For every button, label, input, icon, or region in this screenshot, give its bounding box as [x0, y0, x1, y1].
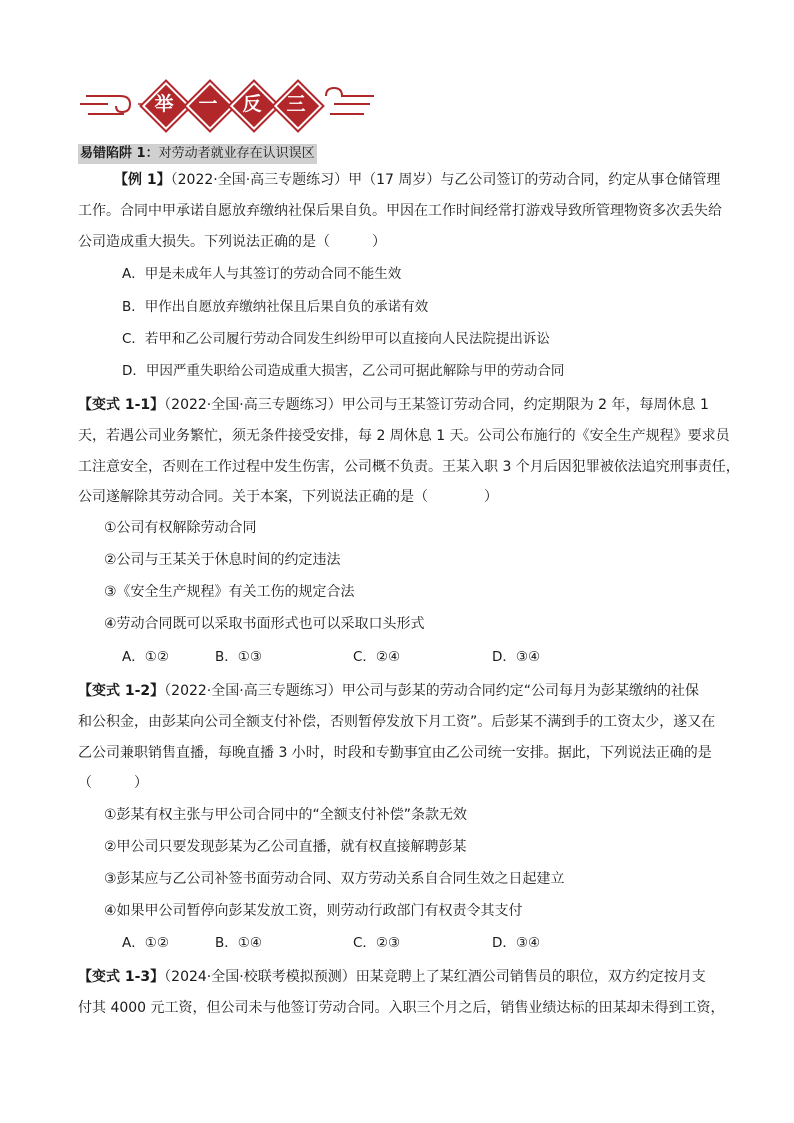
- variant-1-2-line: 乙公司兼职销售直播，每晚直播 3 小时，时段和专勤事宜由乙公司统一安排。据此，下列说法正确的是: [78, 745, 712, 761]
- example-1-option-a: A．甲是未成年人与其签订的劳动合同不能生效: [122, 266, 402, 282]
- variant-1-1-choice-d: D．③④: [492, 649, 541, 665]
- variant-1-1-item: ①公司有权解除劳动合同: [104, 520, 257, 536]
- variant-1-1-choice-b: B．①③: [215, 649, 262, 665]
- example-1-line: 工作。合同中甲承诺自愿放弃缴纳社保后果自负。甲因在工作时间经常打游戏导致所管理物资多次丢失给: [78, 203, 722, 219]
- variant-1-2-choice-a: A．①②: [122, 935, 169, 951]
- variant-1-3-line: 付其 4000 元工资，但公司未与他签订劳动合同。入职三个月之后，销售业绩达标的田某却未得到工资，: [78, 1000, 725, 1016]
- variant-1-2-item: ④如果甲公司暂停向彭某发放工资，则劳动行政部门有权责令其支付: [104, 903, 523, 919]
- example-1-line: 公司造成重大损失。下列说法正确的是（ ）: [78, 234, 386, 250]
- variant-1-1-item: ③《安全生产规程》有关工伤的规定合法: [104, 584, 355, 600]
- variant-1-1-tag: 【变式 1-1】: [78, 397, 165, 413]
- trap-label: 易错陷阱 1：: [80, 146, 159, 161]
- variant-1-2-line: 和公积金，由彭某向公司全额支付补偿，否则暂停发放下月工资”。后彭某不满到手的工资太少，遂又在: [78, 714, 716, 730]
- example-1-option-b: B．甲作出自愿放弃缴纳社保且后果自负的承诺有效: [122, 299, 429, 315]
- variant-1-2-item: ①彭某有权主张与甲公司合同中的“全额支付补偿”条款无效: [104, 807, 468, 823]
- example-1-option-d: D．甲因严重失职给公司造成重大损害，乙公司可据此解除与甲的劳动合同: [122, 363, 565, 379]
- banner-char: 三: [286, 93, 306, 115]
- variant-1-3-tag: 【变式 1-3】: [78, 969, 165, 985]
- variant-1-2-item: ②甲公司只要发现彭某为乙公司直播，就有权直接解聘彭某: [104, 839, 467, 855]
- variant-1-1-line: 天，若遇公司业务繁忙，须无条件接受安排，每 2 周休息 1 天。公司公布施行的《安全生产规程》要求员: [78, 428, 730, 444]
- variant-1-2-line: 【变式 1-2】（2022·全国·高三专题练习）甲公司与彭某的劳动合同约定“公司每月为彭某缴纳的社保: [78, 683, 699, 699]
- variant-1-1-line: 【变式 1-1】（2022·全国·高三专题练习）甲公司与王某签订劳动合同，约定期限为 2 年，每周休息 1: [78, 397, 709, 413]
- example-1-tag: 【例 1】: [114, 172, 171, 188]
- banner-char: 反: [242, 93, 262, 115]
- banner-diamond: [230, 82, 274, 126]
- variant-1-2-line: （ ）: [78, 775, 148, 791]
- variant-1-2-choice-d: D．③④: [492, 935, 541, 951]
- variant-1-2-tag: 【变式 1-2】: [78, 683, 165, 699]
- variant-1-1-choice-c: C．②④: [353, 649, 401, 665]
- variant-1-1-item: ④劳动合同既可以采取书面形式也可以采取口头形式: [104, 616, 425, 632]
- banner-diamond: [274, 82, 318, 126]
- variant-1-1-item: ②公司与王某关于休息时间的约定违法: [104, 552, 341, 568]
- variant-1-2-choice-b: B．①④: [215, 935, 262, 951]
- banner-char: 举: [154, 93, 174, 115]
- variant-1-1-choice-a: A．①②: [122, 649, 169, 665]
- variant-1-2-item: ③彭某应与乙公司补签书面劳动合同、双方劳动关系自合同生效之日起建立: [104, 871, 565, 887]
- banner-diamond: [186, 82, 230, 126]
- section-banner: [78, 82, 378, 126]
- example-1-option-c: C．若甲和乙公司履行劳动合同发生纠纷甲可以直接向人民法院提出诉讼: [122, 331, 550, 347]
- banner-diamond: [142, 82, 186, 126]
- variant-1-3-line: 【变式 1-3】（2024·全国·校联考模拟预测）田某竞聘上了某红酒公司销售员的职位，双方约定按月支: [78, 969, 706, 985]
- banner-char: 一: [198, 93, 218, 115]
- trap-heading: [78, 144, 317, 164]
- variant-1-1-line: 工注意安全，否则在工作过程中发生伤害，公司概不负责。王某入职 3 个月后因犯罪被依法追究刑事责任，: [78, 459, 740, 475]
- variant-1-2-choice-c: C．②③: [353, 935, 401, 951]
- trap-text: 对劳动者就业存在认识误区: [158, 146, 315, 161]
- variant-1-1-line: 公司遂解除其劳动合同。关于本案，下列说法正确的是（ ）: [78, 489, 498, 505]
- example-1-line: 【例 1】（2022·全国·高三专题练习）甲（17 周岁）与乙公司签订的劳动合同，约定从事仓储管理: [114, 172, 721, 188]
